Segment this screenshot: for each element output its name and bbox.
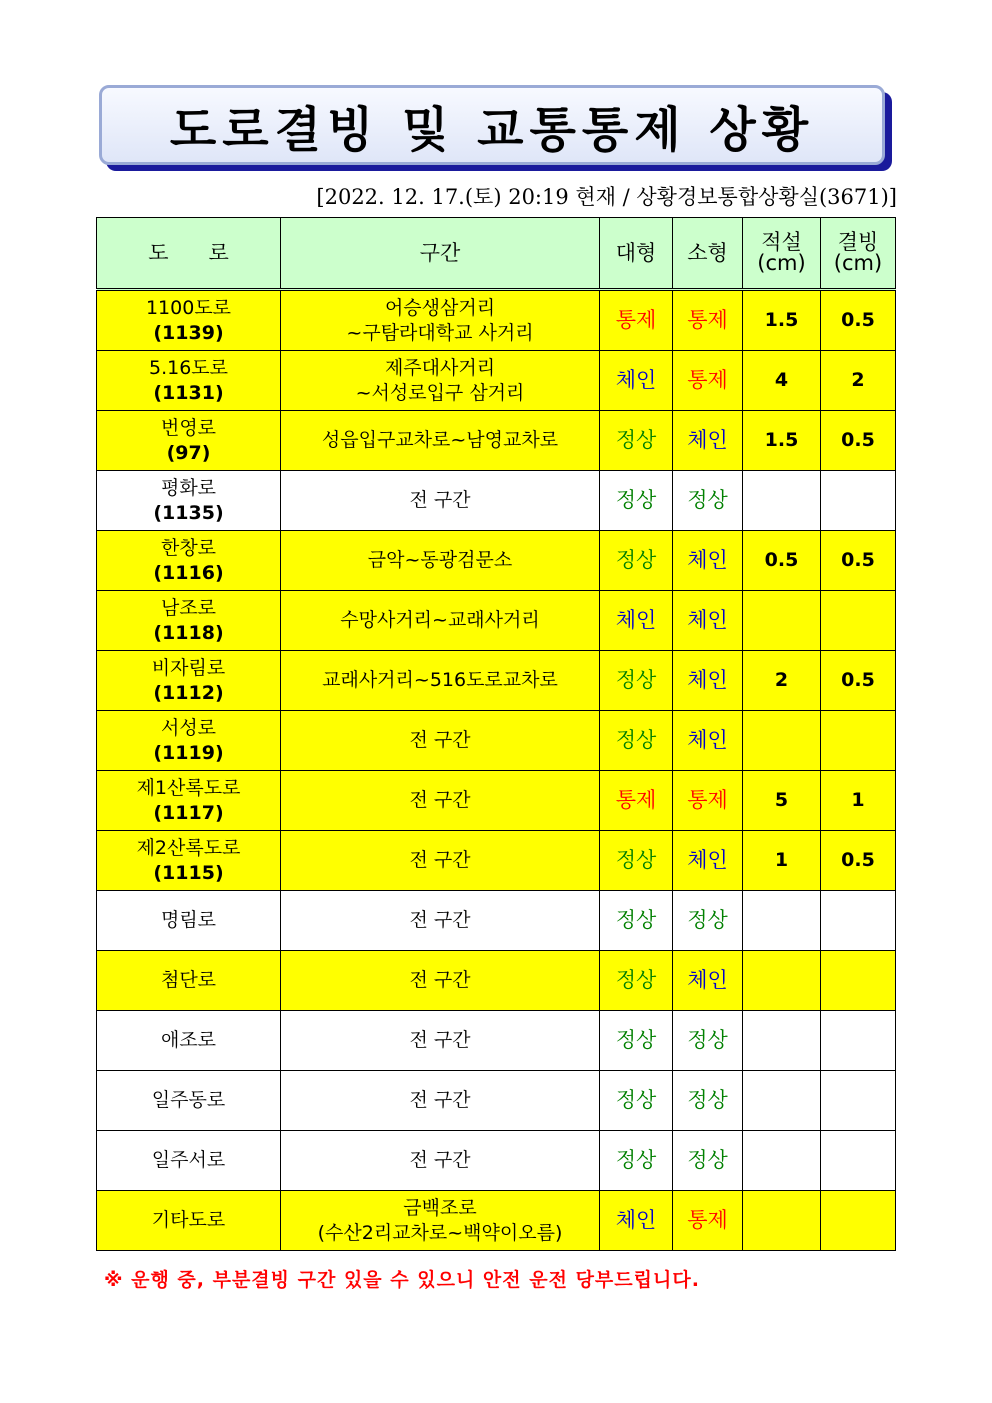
snow-depth-cell	[743, 1071, 821, 1131]
ice-depth-cell	[821, 1011, 896, 1071]
road-cell	[97, 891, 281, 951]
table-row	[97, 351, 896, 411]
ice-depth-cell	[821, 891, 896, 951]
large-vehicle-status: 정상	[615, 907, 657, 932]
section-cell	[281, 711, 600, 771]
small-vehicle-cell	[673, 471, 743, 531]
snow-depth-cell	[743, 1131, 821, 1191]
snow-depth-cell	[743, 290, 821, 351]
section-line-1: 금백조로	[403, 1196, 477, 1219]
ice-depth-cell	[821, 591, 896, 651]
large-vehicle-cell	[600, 1011, 673, 1071]
road-code: (1118)	[153, 621, 224, 644]
road-cell	[97, 290, 281, 351]
large-vehicle-status: 정상	[615, 727, 657, 752]
table-row	[97, 1191, 896, 1251]
small-vehicle-cell	[673, 411, 743, 471]
section-cell	[281, 831, 600, 891]
road-code: (1135)	[153, 501, 224, 524]
title-box	[99, 85, 885, 165]
snow-depth-cell	[743, 771, 821, 831]
section-text: 수망사거리~교래사거리	[340, 609, 540, 631]
section-cell	[281, 1131, 600, 1191]
road-name: 첨단로	[160, 969, 217, 991]
small-vehicle-cell	[673, 1191, 743, 1251]
large-vehicle-status: 통제	[615, 787, 657, 812]
section-text: 전 구간	[409, 729, 471, 751]
large-vehicle-status: 통제	[615, 307, 657, 332]
header-ice-unit: (cm)	[833, 251, 883, 275]
small-vehicle-status: 체인	[687, 547, 728, 572]
header-road	[97, 218, 281, 290]
small-vehicle-status: 정상	[687, 1147, 728, 1172]
ice-depth-cell	[821, 951, 896, 1011]
ice-depth-cell	[821, 771, 896, 831]
small-vehicle-status: 체인	[687, 607, 728, 632]
ice-depth-cell	[821, 411, 896, 471]
road-name: 5.16도로	[148, 356, 228, 379]
table-row	[97, 891, 896, 951]
large-vehicle-status: 체인	[615, 607, 657, 632]
ice-depth-value: 1	[851, 789, 865, 811]
section-cell	[281, 290, 600, 351]
snow-depth-value: 0.5	[764, 549, 799, 571]
page-title: 도로결빙 및 교통통제 상황	[169, 101, 815, 158]
large-vehicle-cell	[600, 471, 673, 531]
section-line-1: 어승생삼거리	[384, 296, 496, 319]
table-body	[97, 290, 896, 1251]
road-code: (1139)	[153, 321, 224, 344]
section-text: 성읍입구교차로~남영교차로	[321, 429, 559, 451]
header-snow-depth	[743, 218, 821, 290]
road-code: (1119)	[153, 741, 224, 764]
small-vehicle-status: 체인	[687, 667, 728, 692]
small-vehicle-cell	[673, 951, 743, 1011]
road-name: 기타도로	[151, 1209, 226, 1231]
snow-depth-value: 5	[774, 789, 789, 811]
road-code: (1116)	[153, 561, 224, 584]
small-vehicle-status: 체인	[687, 847, 728, 872]
section-text: 금악~동광검문소	[367, 549, 513, 571]
road-code: (1117)	[153, 801, 224, 824]
small-vehicle-status: 체인	[687, 427, 728, 452]
small-vehicle-cell	[673, 1131, 743, 1191]
road-name: 명림로	[160, 909, 217, 931]
large-vehicle-status: 정상	[615, 1087, 657, 1112]
header-snow-label: 적설	[761, 230, 802, 254]
large-vehicle-status: 정상	[615, 1027, 657, 1052]
small-vehicle-cell	[673, 290, 743, 351]
large-vehicle-cell	[600, 531, 673, 591]
road-cell	[97, 531, 281, 591]
road-name: 1100도로	[145, 296, 232, 319]
status-timestamp: [2022. 12. 17.(토) 20:19 현재 / 상황경보통합상황실(3671)]	[316, 185, 897, 209]
header-ice-label: 결빙	[837, 230, 879, 254]
large-vehicle-status: 정상	[615, 547, 657, 572]
road-cell	[97, 1071, 281, 1131]
road-cell	[97, 951, 281, 1011]
section-text: 전 구간	[409, 969, 471, 991]
title-banner	[99, 85, 892, 171]
large-vehicle-cell	[600, 831, 673, 891]
road-name: 일주서로	[151, 1149, 226, 1171]
small-vehicle-cell	[673, 591, 743, 651]
table-row	[97, 591, 896, 651]
large-vehicle-status: 정상	[615, 1147, 657, 1172]
road-status-table	[96, 217, 896, 1251]
snow-depth-value: 4	[774, 369, 789, 391]
snow-depth-cell	[743, 591, 821, 651]
road-cell	[97, 411, 281, 471]
section-cell	[281, 951, 600, 1011]
table-row	[97, 771, 896, 831]
table-row	[97, 471, 896, 531]
large-vehicle-status: 체인	[615, 367, 657, 392]
header-large-vehicle	[600, 218, 673, 290]
road-name: 평화로	[160, 476, 217, 499]
header-section-label: 구간	[419, 240, 461, 265]
snow-depth-cell	[743, 411, 821, 471]
header-large-label: 대형	[615, 240, 657, 265]
small-vehicle-cell	[673, 891, 743, 951]
large-vehicle-cell	[600, 290, 673, 351]
section-cell	[281, 471, 600, 531]
section-text: 교래사거리~516도로교차로	[322, 669, 558, 691]
section-text: 전 구간	[409, 1089, 471, 1111]
road-name: 남조로	[160, 596, 217, 619]
header-snow-unit: (cm)	[757, 251, 806, 275]
road-name: 제2산록도로	[136, 836, 241, 859]
small-vehicle-cell	[673, 651, 743, 711]
ice-depth-cell	[821, 531, 896, 591]
section-cell	[281, 351, 600, 411]
header-small-label: 소형	[687, 240, 728, 265]
table-row	[97, 831, 896, 891]
ice-depth-value: 0.5	[841, 669, 875, 691]
section-cell	[281, 411, 600, 471]
large-vehicle-cell	[600, 351, 673, 411]
large-vehicle-cell	[600, 951, 673, 1011]
large-vehicle-cell	[600, 771, 673, 831]
road-name: 한창로	[160, 536, 217, 559]
large-vehicle-status: 정상	[615, 847, 657, 872]
road-cell	[97, 771, 281, 831]
small-vehicle-status: 통제	[687, 787, 728, 812]
snow-depth-cell	[743, 531, 821, 591]
section-cell	[281, 771, 600, 831]
snow-depth-cell	[743, 951, 821, 1011]
small-vehicle-status: 통제	[687, 1207, 728, 1232]
snow-depth-cell	[743, 711, 821, 771]
small-vehicle-cell	[673, 1011, 743, 1071]
small-vehicle-status: 정상	[687, 487, 728, 512]
snow-depth-value: 1.5	[764, 309, 799, 331]
section-text: 전 구간	[409, 1029, 471, 1051]
header-section	[281, 218, 600, 290]
small-vehicle-status: 체인	[687, 967, 728, 992]
large-vehicle-cell	[600, 1131, 673, 1191]
road-cell	[97, 711, 281, 771]
table-row	[97, 411, 896, 471]
ice-depth-cell	[821, 711, 896, 771]
table-header-row	[97, 218, 896, 290]
header-ice-depth	[821, 218, 896, 290]
small-vehicle-status: 통제	[687, 367, 728, 392]
section-cell	[281, 651, 600, 711]
road-cell	[97, 831, 281, 891]
large-vehicle-status: 정상	[615, 487, 657, 512]
snow-depth-value: 1.5	[764, 429, 799, 451]
road-name: 서성로	[160, 716, 217, 739]
road-name: 비자림로	[151, 656, 226, 679]
section-line-1: 제주대사거리	[384, 356, 496, 379]
table-row	[97, 1131, 896, 1191]
snow-depth-value: 1	[774, 849, 789, 871]
table-row	[97, 951, 896, 1011]
table-row	[97, 1011, 896, 1071]
road-cell	[97, 591, 281, 651]
road-cell	[97, 1131, 281, 1191]
road-cell	[97, 1191, 281, 1251]
ice-depth-value: 0.5	[841, 549, 875, 571]
road-name: 애조로	[160, 1029, 217, 1051]
table-row	[97, 290, 896, 351]
large-vehicle-status: 정상	[615, 967, 657, 992]
large-vehicle-status: 정상	[615, 427, 657, 452]
small-vehicle-cell	[673, 771, 743, 831]
ice-depth-cell	[821, 1071, 896, 1131]
snow-depth-cell	[743, 831, 821, 891]
road-cell	[97, 471, 281, 531]
road-code: (1131)	[153, 381, 224, 404]
road-name: 제1산록도로	[136, 776, 241, 799]
large-vehicle-cell	[600, 1191, 673, 1251]
small-vehicle-cell	[673, 531, 743, 591]
section-cell	[281, 1011, 600, 1071]
table-row	[97, 711, 896, 771]
road-cell	[97, 1011, 281, 1071]
snow-depth-cell	[743, 1191, 821, 1251]
ice-depth-cell	[821, 651, 896, 711]
snow-depth-value: 2	[774, 669, 789, 691]
ice-depth-cell	[821, 831, 896, 891]
large-vehicle-cell	[600, 1071, 673, 1131]
road-code: (97)	[166, 441, 211, 464]
section-text: 전 구간	[409, 909, 471, 931]
small-vehicle-cell	[673, 831, 743, 891]
small-vehicle-status: 정상	[687, 1027, 728, 1052]
section-cell	[281, 1071, 600, 1131]
road-code: (1115)	[153, 861, 224, 884]
section-line-2: (수산2리교차로~백약이오름)	[317, 1221, 563, 1244]
section-text: 전 구간	[409, 789, 471, 811]
snow-depth-cell	[743, 651, 821, 711]
small-vehicle-status: 정상	[687, 1087, 728, 1112]
safety-notice: ※ 운행 중, 부분결빙 구간 있을 수 있으니 안전 운전 당부드립니다.	[104, 1269, 700, 1291]
small-vehicle-cell	[673, 1071, 743, 1131]
ice-depth-cell	[821, 471, 896, 531]
large-vehicle-cell	[600, 591, 673, 651]
large-vehicle-cell	[600, 651, 673, 711]
section-text: 전 구간	[409, 1149, 471, 1171]
small-vehicle-status: 체인	[687, 727, 728, 752]
snow-depth-cell	[743, 351, 821, 411]
large-vehicle-cell	[600, 411, 673, 471]
ice-depth-value: 0.5	[841, 429, 875, 451]
snow-depth-cell	[743, 471, 821, 531]
table-row	[97, 651, 896, 711]
ice-depth-cell	[821, 351, 896, 411]
section-line-2: ~서성로입구 삼거리	[355, 381, 525, 404]
section-cell	[281, 1191, 600, 1251]
section-cell	[281, 891, 600, 951]
road-name: 일주동로	[151, 1089, 226, 1111]
section-text: 전 구간	[409, 489, 471, 511]
small-vehicle-cell	[673, 711, 743, 771]
large-vehicle-status: 체인	[615, 1207, 657, 1232]
section-cell	[281, 591, 600, 651]
ice-depth-cell	[821, 1131, 896, 1191]
snow-depth-cell	[743, 1011, 821, 1071]
large-vehicle-cell	[600, 711, 673, 771]
ice-depth-value: 2	[851, 369, 865, 391]
small-vehicle-status: 통제	[687, 307, 728, 332]
small-vehicle-status: 정상	[687, 907, 728, 932]
road-code: (1112)	[153, 681, 224, 704]
ice-depth-cell	[821, 1191, 896, 1251]
table-row	[97, 1071, 896, 1131]
table-row	[97, 531, 896, 591]
large-vehicle-status: 정상	[615, 667, 657, 692]
snow-depth-cell	[743, 891, 821, 951]
ice-depth-value: 0.5	[841, 849, 875, 871]
header-road-label: 도 로	[148, 240, 229, 265]
section-line-2: ~구탐라대학교 사거리	[346, 321, 534, 344]
section-text: 전 구간	[409, 849, 471, 871]
road-cell	[97, 651, 281, 711]
ice-depth-value: 0.5	[841, 309, 875, 331]
road-name: 번영로	[160, 416, 217, 439]
road-cell	[97, 351, 281, 411]
header-small-vehicle	[673, 218, 743, 290]
large-vehicle-cell	[600, 891, 673, 951]
ice-depth-cell	[821, 290, 896, 351]
section-cell	[281, 531, 600, 591]
small-vehicle-cell	[673, 351, 743, 411]
